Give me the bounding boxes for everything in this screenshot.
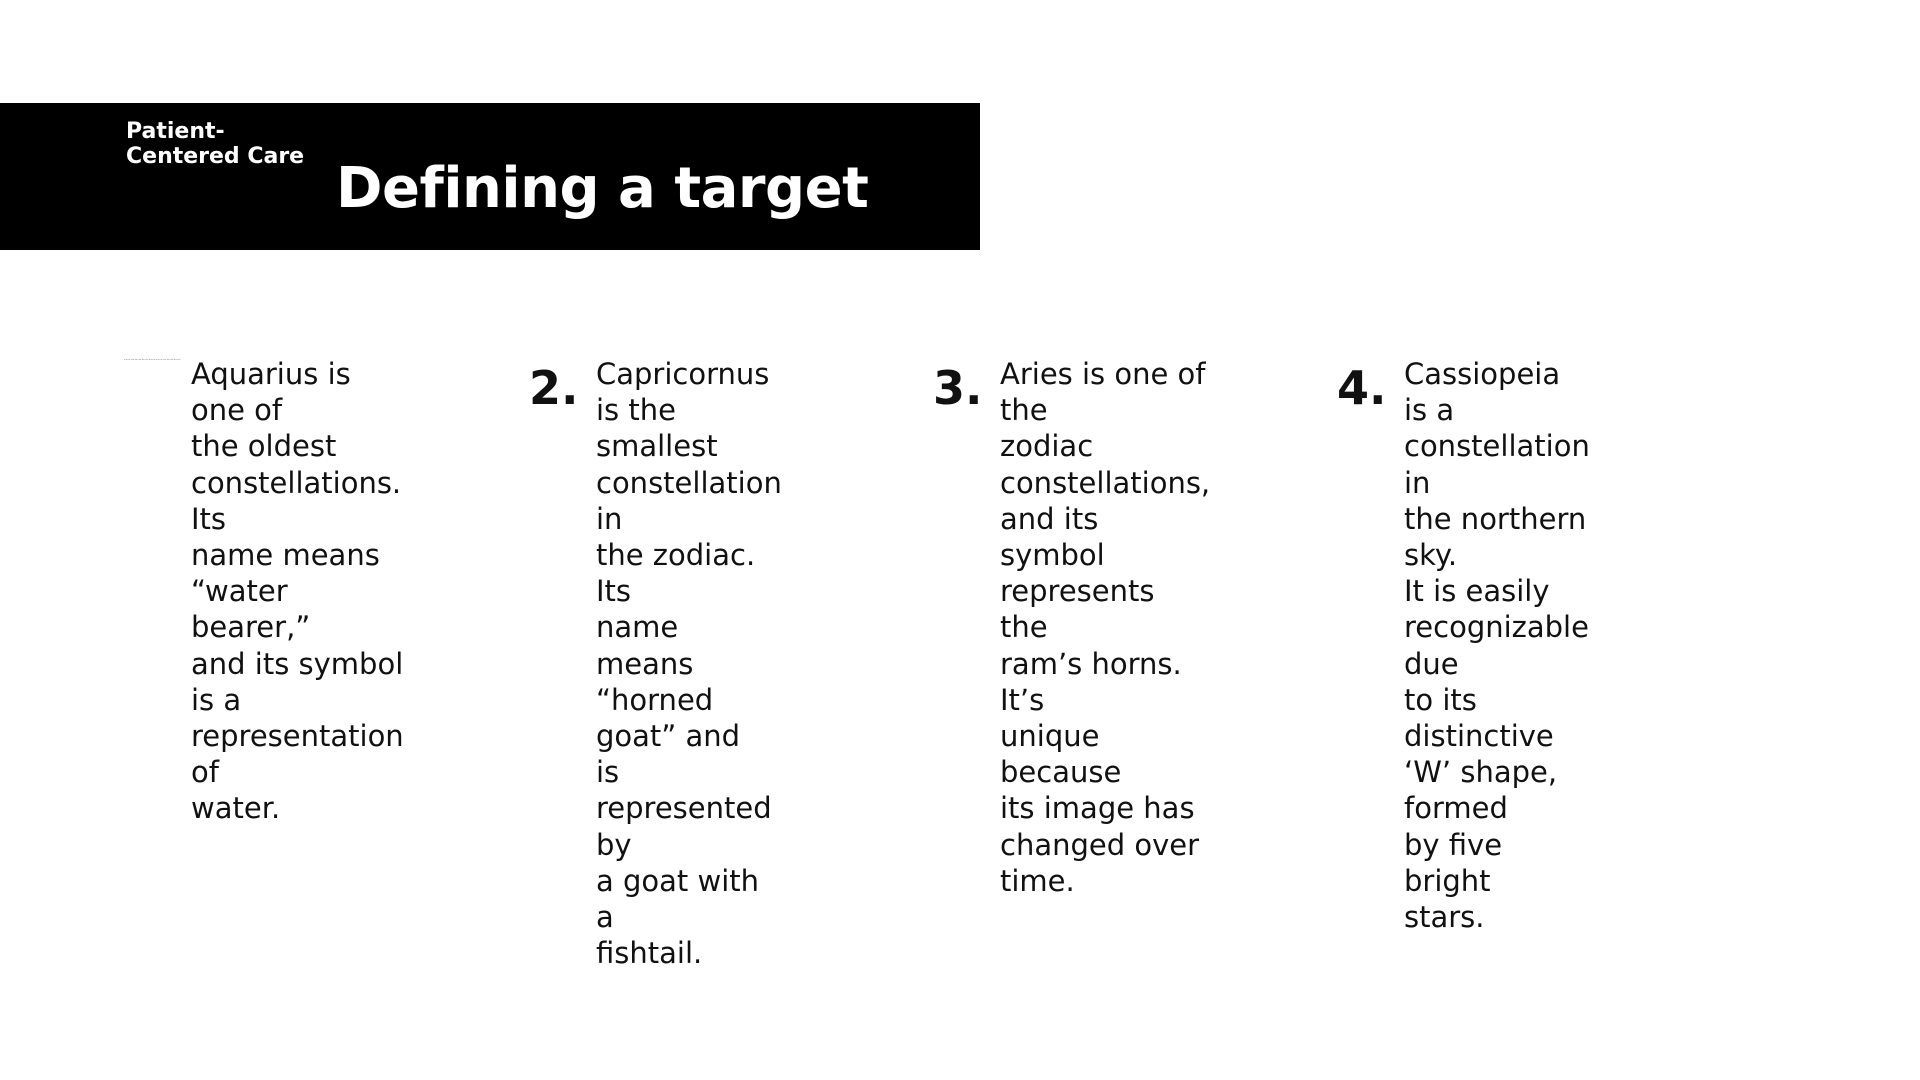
item-number: 3. bbox=[933, 361, 983, 415]
slide-title: Defining a target bbox=[336, 156, 869, 221]
item-number: ii-c ii-c ii-c ii-c ii-c ii-c ii-c ii-c ii-c ii-c ii-c ii-c ii-c ii-c ii-c ii-c bbox=[124, 359, 181, 361]
item-text: Capricornus is the smallest constellation in the zodiac. Its name means “horned goat” and is represented by a goat with a fishtail. bbox=[596, 357, 782, 971]
item-number: 4. bbox=[1337, 361, 1387, 415]
item-number: 2. bbox=[529, 361, 579, 415]
brand-label: Patient- Centered Care bbox=[126, 119, 305, 169]
item-text: Aries is one of the zodiac constellations, and its symbol represents the ram’s horns. It’s unique because its image has changed over time. bbox=[1000, 357, 1211, 898]
item-text: Cassiopeia is a constellation in the northern sky. It is easily recognizable due to its distinctive ‘W’ shape, formed by five bright stars. bbox=[1404, 357, 1590, 935]
item-text: Aquarius is one of the oldest constellations. Its name means “water bearer,” and its symbol is a representation of water. bbox=[191, 357, 404, 826]
